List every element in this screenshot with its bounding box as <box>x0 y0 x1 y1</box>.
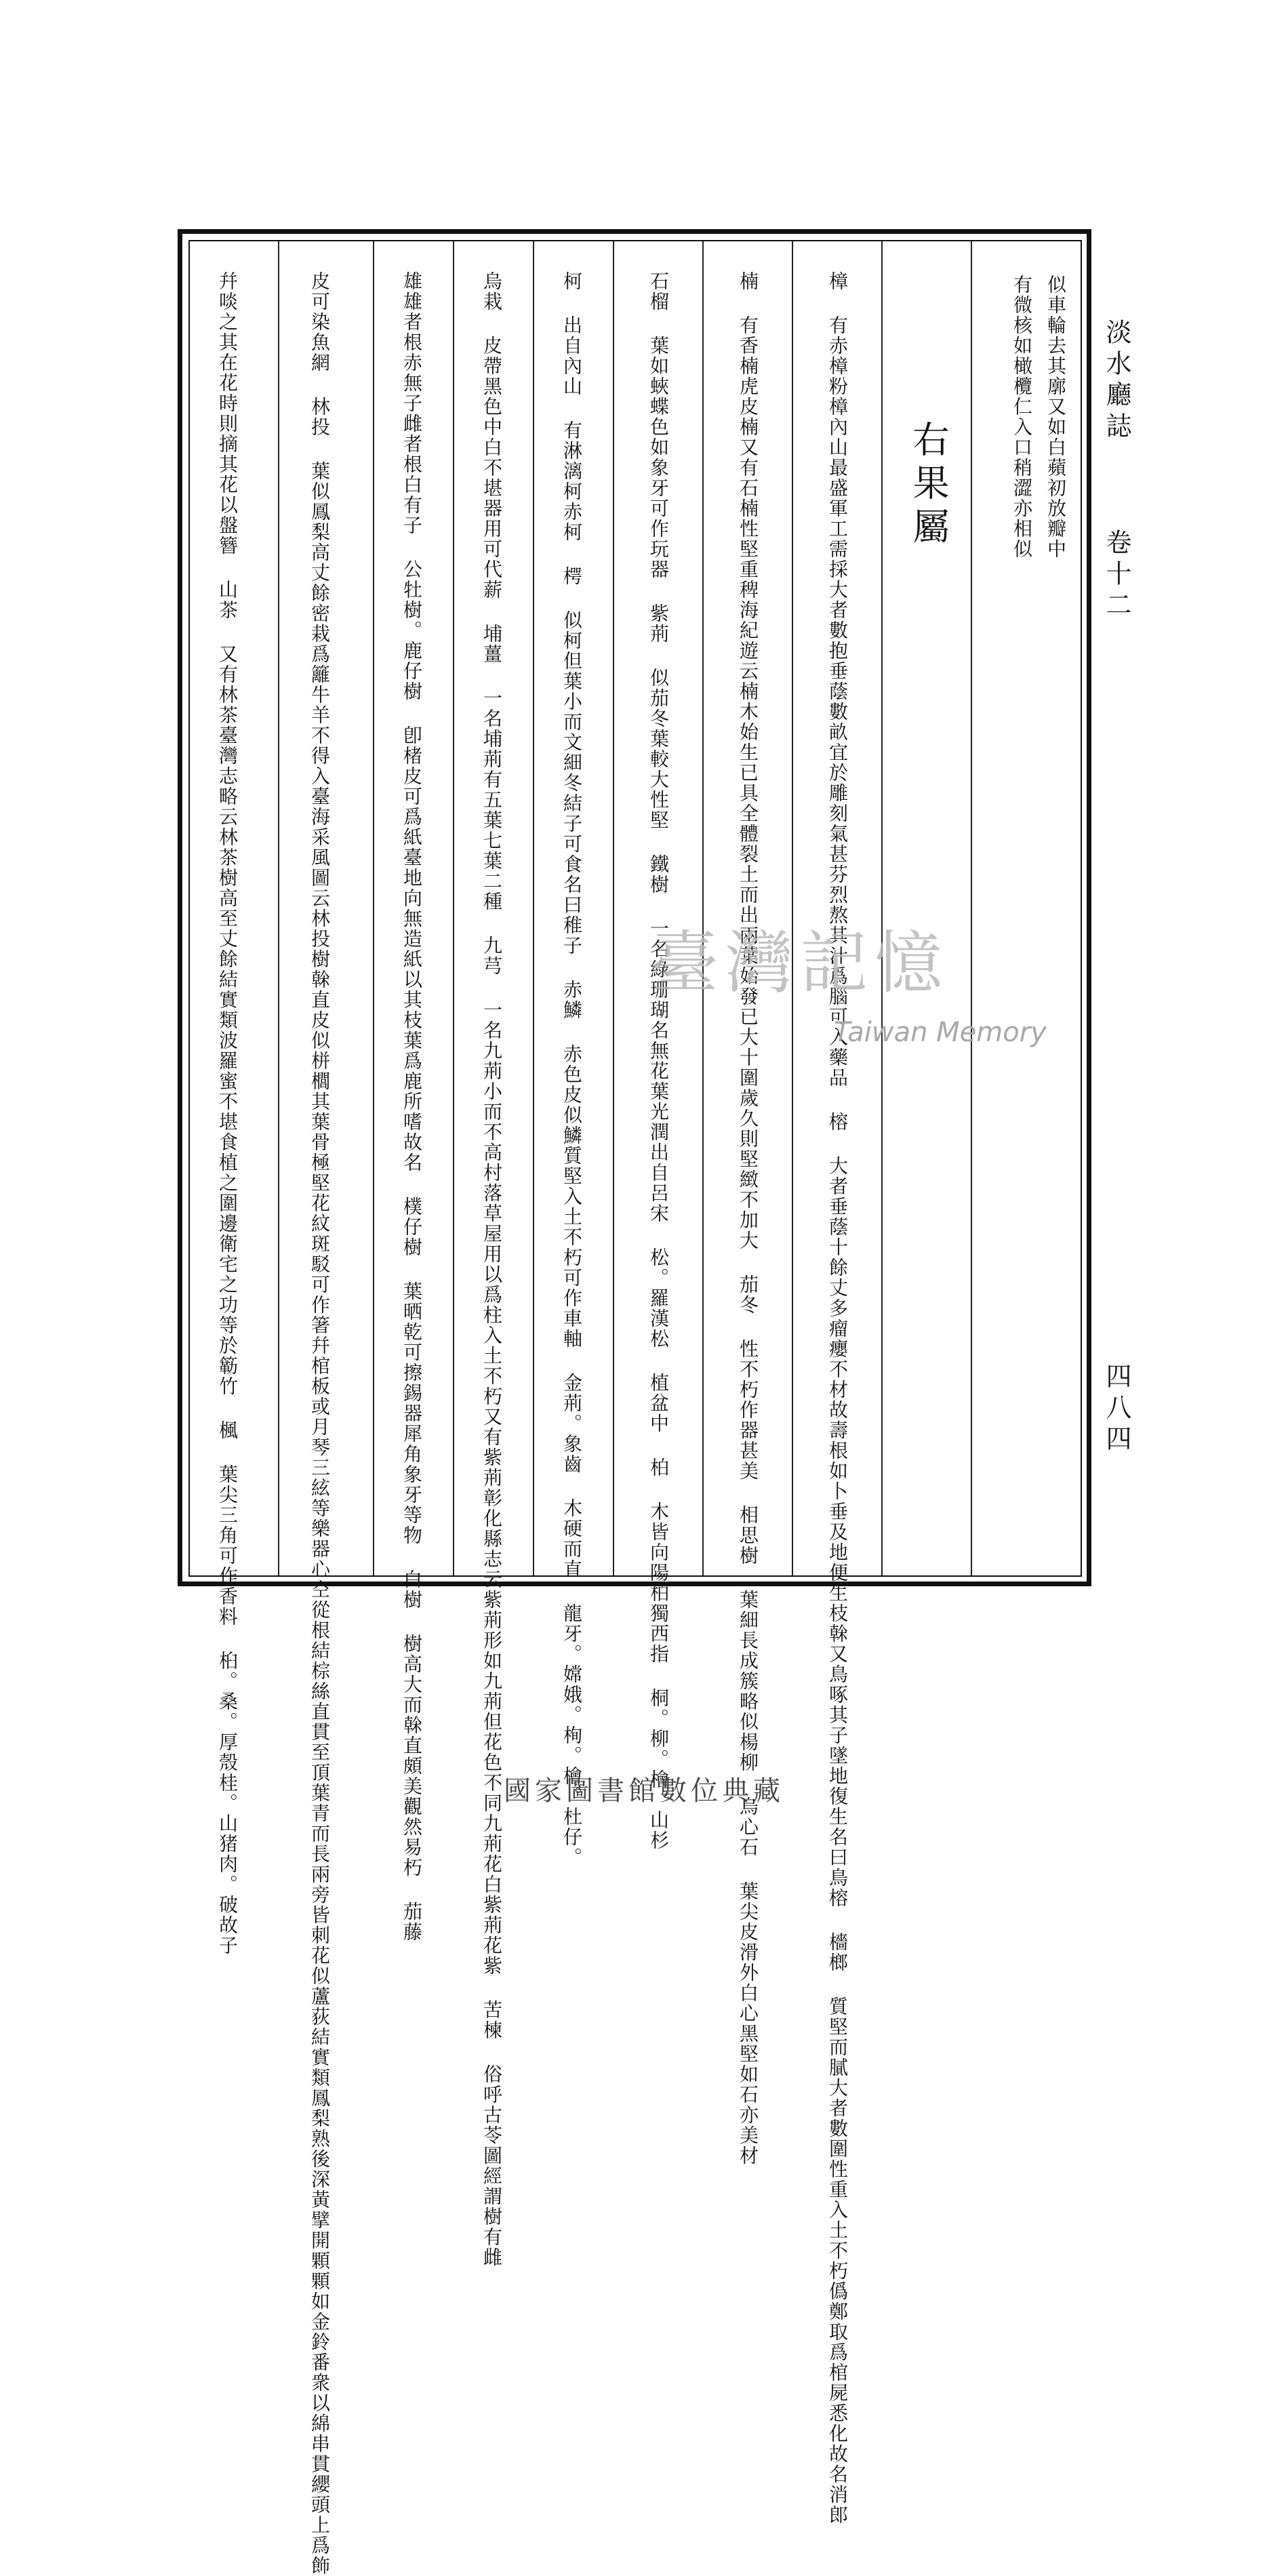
column-rule <box>453 241 454 1575</box>
column-rule <box>373 241 374 1575</box>
page-number: 四八四 <box>1102 1363 1131 1456</box>
text-column-7: 皮可染魚網 林投 葉似鳳梨高丈餘密栽爲籬牛羊不得入臺海采風圖云林投樹榦直皮似栟櫚其葉骨極堅花紋斑駁可作箸幷棺板或月琴三絃等樂器心空從根結棕絲直貫至頂葉青而長兩旁皆刺花似蘆荻結實類鳳梨熟後深黃擘開顆顆如金鈴番衆以綿串貫纓頭上爲飾 <box>308 271 331 2576</box>
text-column-3: 石榴 葉如蛺蝶色如象牙可作玩器 紫荊 似茄冬葉較大性堅 鐵樹 一名綠珊瑚名無花葉光潤出自呂宋 松。羅漢松 植盆中 柏 木皆向陽柏獨西指 桐。柳。檜。山杉 <box>647 271 670 1851</box>
watermark-logo: 臺灣記憶 <box>651 923 949 1003</box>
continuation-line-1: 似車輪去其廓又如白蘋初放瓣中 <box>1045 275 1067 559</box>
text-column-1: 樟 有赤樟粉樟內山最盛軍工需採大者數抱垂蔭數畝宜於雕刻氣甚芬烈熬其汁爲腦可入藥品 榕 大者垂蔭十餘丈多瘤癭不材故壽根如卜垂及地便生枝榦又鳥啄其子墜地復生名曰鳥榕 檣榔 質堅而膩大者數圍性重入土不朽僞鄭取爲棺屍悉化故名消郎 <box>826 271 849 2525</box>
library-footer: 國家圖書館數位典藏 <box>504 1775 784 1807</box>
column-rule <box>278 241 279 1575</box>
text-column-6: 雄雄者根赤無子雌者根白有子 公牡樹。鹿仔樹 卽楮皮可爲紙臺地向無造紙以其枝葉爲鹿所嗜故名 樸仔樹 葉晒乾可擦錫器犀角象牙等物 白樹 樹高大而榦直頗美觀然易朽 茄藤 <box>401 271 423 1942</box>
section-heading: 右果屬 <box>907 420 950 550</box>
text-column-4: 柯 出自內山 有淋漓柯赤柯 㮙 似柯但葉小而文細冬結子可食名曰稚子 赤鱗 赤色皮似鱗質堅入土不朽可作車軸 金荊。象齒 木硬而直 龍牙。嫦娥。栒。檜。杜仔。 <box>561 271 583 1868</box>
watermark-subtitle: Taiwan Memory <box>834 1017 1047 1048</box>
text-column-2: 楠 有香楠虎皮楠又有石楠性堅重稗海紀遊云楠木始生已具全體裂土而出兩葉始發已大十圍歲久則堅緻不加大 茄冬 性不朽作器甚美 相思樹 葉細長成簇略似楊柳 烏心石 葉尖皮滑外白心黑堅如石亦美材 <box>737 271 759 2166</box>
book-title: 淡水廳誌 <box>1102 319 1131 443</box>
text-column-8: 幷啖之其在花時則摘其花以盤簪 山茶 又有林茶臺灣志略云林茶樹高至丈餘結實類波羅蜜不堪食植之圍邊衛宅之功等於簕竹 楓 葉尖三角可作香料 桕。桑。厚殼桂。山猪肉。破故子 <box>216 271 239 1956</box>
text-column-5: 烏栽 皮帶黑色中白不堪器用可代薪 埔薑 一名埔荊有五葉七葉二種 九芎 一名九荊小而不高村落草屋用以爲柱入土不朽又有紫荊彰化縣志云紫荊形如九荊但花色不同九荊花白紫荊花紫 苦楝 俗呼古苓圖經謂樹有雌 <box>481 271 503 2268</box>
continuation-line-2: 有微核如橄欖仁入口稍澀亦相似 <box>1011 275 1033 559</box>
column-rule <box>533 241 534 1575</box>
column-rule <box>971 241 972 1575</box>
volume-label: 卷十二 <box>1102 529 1131 622</box>
column-rule <box>613 241 614 1575</box>
